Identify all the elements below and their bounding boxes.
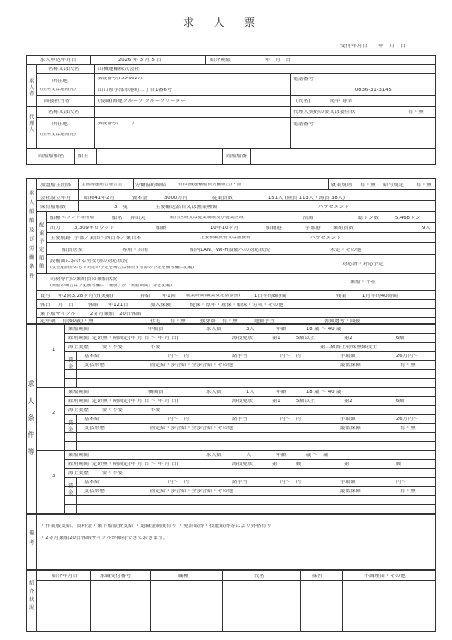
agent-phone-label: 電話番号	[293, 122, 314, 127]
remarks-line-2: ・2ヵ月乗船20日休暇サイクルが維持できておきます。	[40, 536, 169, 541]
housing-label: 社宅	[150, 319, 161, 324]
duty-label: 乗船期間	[68, 452, 89, 458]
wage-rules-label: 給与規定	[383, 183, 404, 188]
period-value: 定め無・期間定(年 月 日 〜 年 月 日)	[92, 335, 179, 341]
employer-name-value: 山機運輸株式会社	[98, 67, 140, 72]
ships-label: 保有船舶数	[40, 205, 66, 210]
agent-name-label: 名称又は氏名	[48, 110, 80, 115]
duty-value: 機関員	[148, 389, 164, 395]
work-rules-label: 就業規則	[331, 183, 352, 188]
cabin-value: 専用・共用	[122, 248, 148, 253]
base-value: 円〜 円	[168, 479, 189, 485]
work-rules-value: 有・無	[360, 183, 376, 188]
base-value: 円〜 円	[168, 416, 189, 422]
employer-name-label: 名称又は氏名	[48, 67, 80, 72]
intro-col-number: 求職受付番号	[100, 574, 132, 579]
labor-agreement-value: 有(山機運輸船員労働組合)・無	[178, 183, 242, 187]
payment-value: 固定給・歩合給・全歩合給・その他	[150, 425, 234, 431]
holiday-value: 月 日	[58, 303, 74, 308]
intro-col-reason: 不調理由・その他	[364, 574, 406, 579]
cert-label: 海技免状	[232, 461, 253, 467]
age-label: 年齢	[276, 452, 287, 458]
rotation-value: 2ヵ月乗船 20日休暇	[90, 312, 142, 317]
agent-side-label: 代理人	[28, 114, 35, 133]
request-date-value: 2026 年 3 月 5 日	[118, 58, 162, 63]
travel-label: 通勤手当	[254, 319, 275, 324]
agent-postal: 郵便番号( )	[98, 122, 134, 126]
agent-rep-value: 有・無	[408, 110, 424, 115]
remarks-side-label: 備考	[28, 530, 35, 549]
ship-name-value: 昇山丸	[130, 216, 146, 221]
employer-address-sub: (住所又は連絡先)	[40, 88, 76, 92]
cert-grade-2: 6級	[396, 398, 405, 404]
home-port-label: 船籍港	[266, 226, 282, 231]
overtime-label: 残業	[336, 294, 347, 299]
employer-postal: 郵便番号(755-0027)	[98, 77, 143, 81]
medical-sub: (乗船の場合は下記備考欄に「兼厨」か「乗船期間」等を記載)	[50, 284, 172, 288]
transfer-value: 有・無	[222, 319, 238, 324]
labor-agreement-label: 労働協約締結	[135, 183, 167, 188]
transfer-label: 独身寮	[200, 319, 216, 324]
cert-value: 第	[272, 461, 278, 467]
insurance-label: 加入保険	[150, 303, 171, 308]
employer-contact-role: (役職)海運グループ グループリーダー	[98, 99, 186, 104]
conditions-side-label: 求人船舶及び労働条件	[28, 190, 35, 282]
capital-label: 資本金	[132, 196, 148, 201]
maternity-sub: (女性船員がおらず対応の予定を場合は採用する際の予定を備考欄に記載)	[50, 266, 194, 270]
main-route-label: 主要航路	[50, 236, 71, 241]
output-value: 3,309キロワット	[74, 226, 115, 231]
crew-value: 9人	[422, 226, 431, 231]
travel-value: 書類選考・面接	[324, 319, 361, 324]
remarks-section	[26, 514, 436, 570]
position-number: 1	[52, 348, 56, 353]
raise-label: 昇給	[140, 294, 151, 299]
duty-label: 乗船期間	[68, 326, 89, 332]
wage-label: 賃金	[67, 420, 74, 433]
cert-class-2: 第2	[344, 398, 353, 404]
ship-name-label: 船名	[112, 216, 123, 221]
tonnage-label: 総トン数	[358, 216, 379, 221]
cert-grade-1: 5級以上	[296, 398, 315, 404]
total-label: 手取額	[340, 479, 356, 485]
insurance-value: 健保・厚年・雇保・船保・労災・その他	[190, 303, 284, 308]
min-wage-label: 最低保障	[340, 362, 361, 368]
trial-label: 海上実歴	[68, 344, 89, 350]
cert-grade-2: 級	[396, 461, 402, 467]
positions-side-label: 求人条件等	[27, 380, 35, 465]
min-wage-value: 有・無	[400, 488, 416, 494]
ship-side-label: 配乗予定船舶	[38, 222, 45, 272]
maternity-label: 設備面における男女別の対応状況	[50, 259, 128, 264]
age-value: 18 歳 〜 40 歳	[306, 389, 342, 395]
cert-label: 海技免状	[232, 398, 253, 404]
founded-value: 昭和41年2月	[84, 196, 115, 201]
employer-side-label: 求人者	[28, 78, 35, 97]
tonnage-value: 5,468トン	[395, 216, 421, 221]
intro-side-label: 紹介状況	[28, 580, 35, 613]
hours-label: 就業時間(職業安定法参照)	[186, 294, 241, 298]
main-cargo-label: 主要積載貨物又は漁獲物	[200, 236, 251, 240]
base-label: 基本給	[84, 353, 100, 359]
capital-value: 3000万円	[164, 196, 188, 201]
count-value: 3人	[246, 326, 255, 332]
hours-value: 1日平均8時間	[254, 294, 287, 299]
employer-contact-label: 面接担当者	[44, 99, 70, 104]
received-date-label: 受付年月日	[340, 44, 368, 49]
employees-label: 従業員数	[212, 196, 233, 201]
rotation-label: 乗下船サイクル	[40, 312, 76, 317]
base-label: 基本給	[84, 416, 100, 422]
min-wage-label: 最低保障	[340, 488, 361, 494]
employer-phone-label: 電話番号	[293, 77, 314, 82]
position-number: 3	[52, 474, 56, 479]
cert-grade-2: 6級	[396, 335, 405, 341]
age-value: 18 歳 〜 40 歳	[306, 326, 342, 332]
agent-rep-label: 代理人契約の要又は委任状	[293, 110, 356, 115]
vessel-value: セメント専用船	[62, 216, 95, 220]
wifi-label: 船内LAN、Wi-Fi設備への対応状況	[190, 248, 270, 253]
period-label: 雇用期間	[68, 335, 89, 341]
employer-address-value: 山口県宇部市港町二丁目1番6号	[98, 88, 173, 93]
allowance-value: 円〜 円	[280, 479, 301, 485]
wage-rules-value: 有・無	[416, 183, 432, 188]
crew-label: 乗組員数	[333, 226, 354, 231]
total-value: 26万円〜	[396, 416, 419, 422]
medical-label: 司厨専門の乗組員の乗船状況	[50, 277, 118, 282]
output-label: 出力	[50, 226, 61, 231]
age-label: 船齢	[156, 226, 167, 231]
intro-period-label: 紹介期限	[210, 58, 231, 63]
wifi-value: 未定・その他	[330, 248, 362, 253]
wage-label: 賃金	[67, 483, 74, 496]
page-title: 求 人 票	[183, 16, 263, 29]
medical-value: 乗船・不在	[350, 280, 376, 285]
other-cert: 第二級海上特殊無線技士	[320, 344, 378, 350]
allowance-label: 諸手当	[232, 353, 248, 359]
period-label: 雇用期間	[68, 461, 89, 467]
employees-value: 151人 (陸員 113人・海員 38人)	[268, 196, 345, 201]
payment-value: 固定給・歩合給・全歩合給・その他	[150, 362, 234, 368]
trial-extra: 不要	[150, 344, 161, 350]
cabin-label: 船員居室	[62, 248, 83, 253]
trial-value: 要・不要	[102, 344, 123, 350]
retire-label: 定年制	[40, 319, 56, 324]
allowance-label: 諸手当	[232, 479, 248, 485]
intro-col-date: 紹介年月日	[52, 574, 78, 579]
ship-owner-label: 船主	[78, 154, 89, 159]
employer-contact-name-label: (氏名)	[296, 99, 311, 104]
count-value: 人	[246, 452, 252, 458]
route-label: 航行区域又は従業制限及び従業区域	[170, 216, 244, 220]
cert-value: 第1	[272, 398, 281, 404]
union-label: 加盟船主団体	[40, 183, 72, 188]
overtime-value: 1月平均40時間	[362, 294, 398, 299]
retire-value: 有(60歳)・無	[62, 319, 94, 324]
count-label: 求人数	[206, 389, 222, 395]
payment-value: 固定給・歩合給・全歩合給・その他	[150, 488, 234, 494]
period-value: 定め無・期間定(年 月 日 〜 年 月 日)	[92, 461, 179, 467]
employer-phone-value: 0836-31-3145	[355, 88, 392, 93]
min-wage-value: 有・無	[400, 425, 416, 431]
allowance-value: 円〜 円	[280, 416, 301, 422]
cert-grade-1: 級	[296, 461, 302, 467]
agent-address-label: 所在地	[52, 122, 68, 127]
count-label: 求人数	[206, 326, 222, 332]
total-value: 円〜	[396, 479, 407, 485]
allowance-label: 諸手当	[232, 416, 248, 422]
wage-label: 賃金	[67, 357, 74, 370]
age-value: 10年10ヶ月	[210, 226, 239, 231]
intro-col-job: 職種	[178, 574, 189, 579]
age-value: 歳 〜 歳	[306, 452, 329, 458]
received-date-value: 年 月 日	[378, 44, 406, 49]
trial-label: 海上実歴	[68, 470, 89, 476]
mediator-label: 周船船舶名	[38, 154, 64, 159]
total-label: 手取額	[340, 353, 356, 359]
home-port-value: 宇部港	[305, 226, 321, 231]
housing-value: 有・無	[170, 319, 186, 324]
period-label: 雇用期間	[68, 398, 89, 404]
cargo-value: パラセメント	[318, 205, 350, 210]
count-label: 求人数	[206, 452, 222, 458]
duty-label: 乗船期間	[68, 389, 89, 395]
payment-label: 支払形態	[84, 425, 105, 431]
employer-address-label: 所在地	[52, 79, 68, 84]
days-off-label: 休暇	[88, 303, 99, 308]
bonus-label: 賞与	[40, 294, 51, 299]
raise-value: 年1回	[162, 294, 176, 299]
founded-label: 会社設立年月	[40, 196, 72, 201]
trial-label: 海上実歴	[68, 407, 89, 413]
duty-value: 甲板員	[148, 326, 164, 332]
days-off-value: 年121日	[108, 303, 129, 308]
cert-grade-1: 5級以上	[296, 335, 315, 341]
mediator-phone-label: 周船船番	[226, 154, 247, 159]
main-route-value: 宇部／苅田〜西日本／東日本	[74, 236, 142, 241]
payment-label: 支払形態	[84, 488, 105, 494]
trial-value: 要・不要	[102, 407, 123, 413]
request-date-label: 求人申込年月日	[40, 58, 77, 63]
vessel-label: 船種	[50, 216, 61, 221]
total-value: 26万円〜	[396, 353, 419, 359]
bonus-value: 年2回3.28ヶ月分(実績)	[58, 294, 114, 299]
union-value: 全国海運組合連合会	[81, 183, 123, 187]
ships-value: 3 隻	[114, 205, 128, 210]
trial-extra: 不要	[150, 407, 161, 413]
employer-contact-name: 尾中 尊幸	[330, 99, 353, 104]
cargo-label: 主要輸送品目又は漁業種類	[155, 205, 218, 210]
payment-label: 支払形態	[84, 362, 105, 368]
age-label: 年齢	[276, 389, 287, 395]
min-wage-value: 有・無	[400, 362, 416, 368]
remarks-line-1: ・作業服支給、食料金・乗下船旅費支給 ・退職金制度有り ・免許取得・技能取得等により昇格有り	[40, 524, 272, 529]
cert-class-2: 第2	[344, 335, 353, 341]
min-wage-label: 最低保障	[340, 425, 361, 431]
age-label: 年齢	[276, 326, 287, 332]
route-value: 沿海	[303, 216, 314, 221]
base-value: 円〜 円	[168, 353, 189, 359]
holiday-label: 休日	[40, 303, 51, 308]
main-cargo-value: バラセメント	[310, 236, 342, 241]
cert-label: 海技免状	[232, 335, 253, 341]
intro-col-name: 氏名	[254, 574, 265, 579]
agent-address-sub: (住所又は連絡先)	[40, 133, 76, 137]
allowance-value: 円〜 円	[280, 353, 301, 359]
intro-col-result: 採否	[312, 574, 323, 579]
intro-period-value: 年 月 日	[265, 58, 291, 63]
period-value: 定め無・期間定(年 月 日 〜 年 月 日)	[92, 398, 179, 404]
cert-value: 第1	[272, 335, 281, 341]
trial-value: 要・不要	[102, 470, 123, 476]
count-value: 1人	[246, 389, 255, 395]
base-label: 基本給	[84, 479, 100, 485]
maternity-value: 対応済・対応予定	[342, 262, 384, 267]
cert-class-2: 第	[344, 461, 350, 467]
total-label: 手取額	[340, 416, 356, 422]
position-number: 2	[52, 411, 56, 416]
